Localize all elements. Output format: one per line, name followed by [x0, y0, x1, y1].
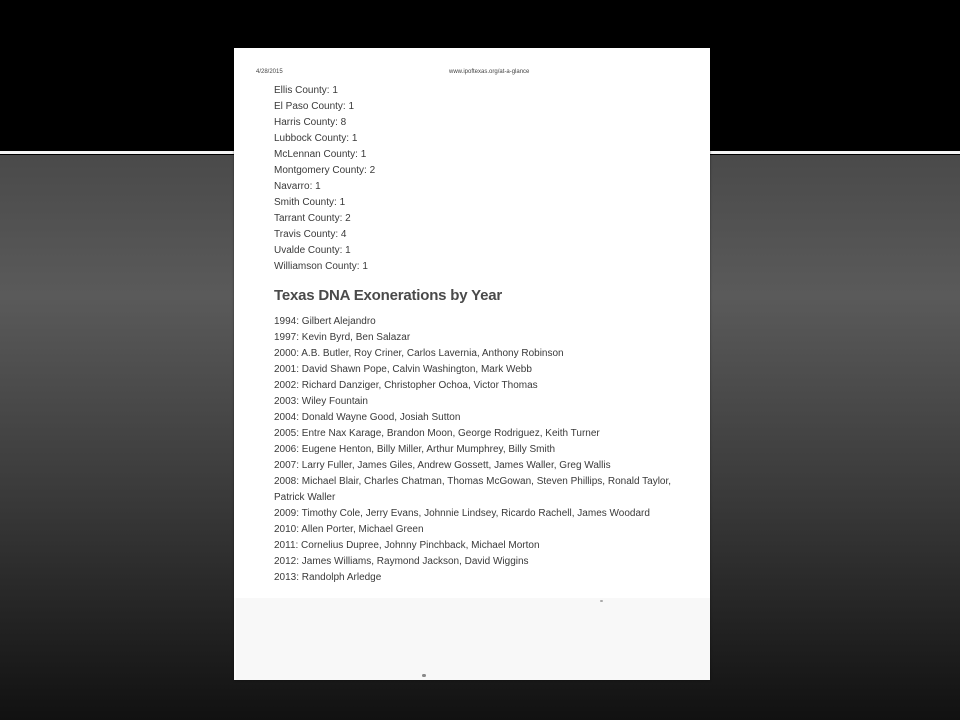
year-item: 2008: Michael Blair, Charles Chatman, Thomas McGowan, Steven Phillips, Ronald Taylor, Patrick Waller	[274, 476, 672, 503]
county-item: Williamson County: 1	[274, 261, 368, 272]
year-item: 2010: Allen Porter, Michael Green	[274, 524, 424, 535]
year-item: 2005: Entre Nax Karage, Brandon Moon, George Rodriguez, Keith Turner	[274, 428, 600, 439]
year-item: 1997: Kevin Byrd, Ben Salazar	[274, 332, 411, 343]
county-item: Travis County: 4	[274, 229, 347, 240]
year-item: 2001: David Shawn Pope, Calvin Washington, Mark Webb	[274, 364, 532, 375]
year-item: 2007: Larry Fuller, James Giles, Andrew Gossett, James Waller, Greg Wallis	[274, 460, 611, 471]
county-item: Ellis County: 1	[274, 85, 338, 96]
year-item: 2013: Randolph Arledge	[274, 572, 382, 583]
source-url: www.ipoftexas.org/at-a-glance	[449, 69, 530, 75]
year-item: 2000: A.B. Butler, Roy Criner, Carlos Lavernia, Anthony Robinson	[274, 348, 564, 359]
page-content-area	[234, 48, 710, 598]
year-item: 2002: Richard Danziger, Christopher Ochoa, Victor Thomas	[274, 380, 538, 391]
year-item: 2011: Cornelius Dupree, Johnny Pinchback, Michael Morton	[274, 540, 540, 551]
year-item: 2012: James Williams, Raymond Jackson, David Wiggins	[274, 556, 529, 567]
county-item: McLennan County: 1	[274, 149, 367, 160]
page-blank-area	[236, 598, 710, 680]
year-item: 2006: Eugene Henton, Billy Miller, Arthur Mumphrey, Billy Smith	[274, 444, 556, 455]
county-count-list	[274, 83, 375, 275]
section-heading: Texas DNA Exonerations by Year	[274, 287, 502, 304]
year-item: 2003: Wiley Fountain	[274, 396, 368, 407]
county-item: Smith County: 1	[274, 197, 346, 208]
county-item: Lubbock County: 1	[274, 133, 358, 144]
scan-speck	[600, 600, 603, 602]
scan-speck	[422, 674, 426, 677]
county-item: Harris County: 8	[274, 117, 347, 128]
county-item: Tarrant County: 2	[274, 213, 351, 224]
year-item: 2004: Donald Wayne Good, Josiah Sutton	[274, 412, 461, 423]
county-item: El Paso County: 1	[274, 101, 355, 112]
county-item: Montgomery County: 2	[274, 165, 376, 176]
county-item: Navarro: 1	[274, 181, 321, 192]
scanned-document-page	[234, 48, 710, 680]
year-item: 2009: Timothy Cole, Jerry Evans, Johnnie Lindsey, Ricardo Rachell, James Woodard	[274, 508, 650, 519]
year-item: 1994: Gilbert Alejandro	[274, 316, 376, 327]
county-item: Uvalde County: 1	[274, 245, 351, 256]
exoneration-year-list	[274, 314, 694, 586]
print-date: 4/28/2015	[256, 69, 283, 75]
